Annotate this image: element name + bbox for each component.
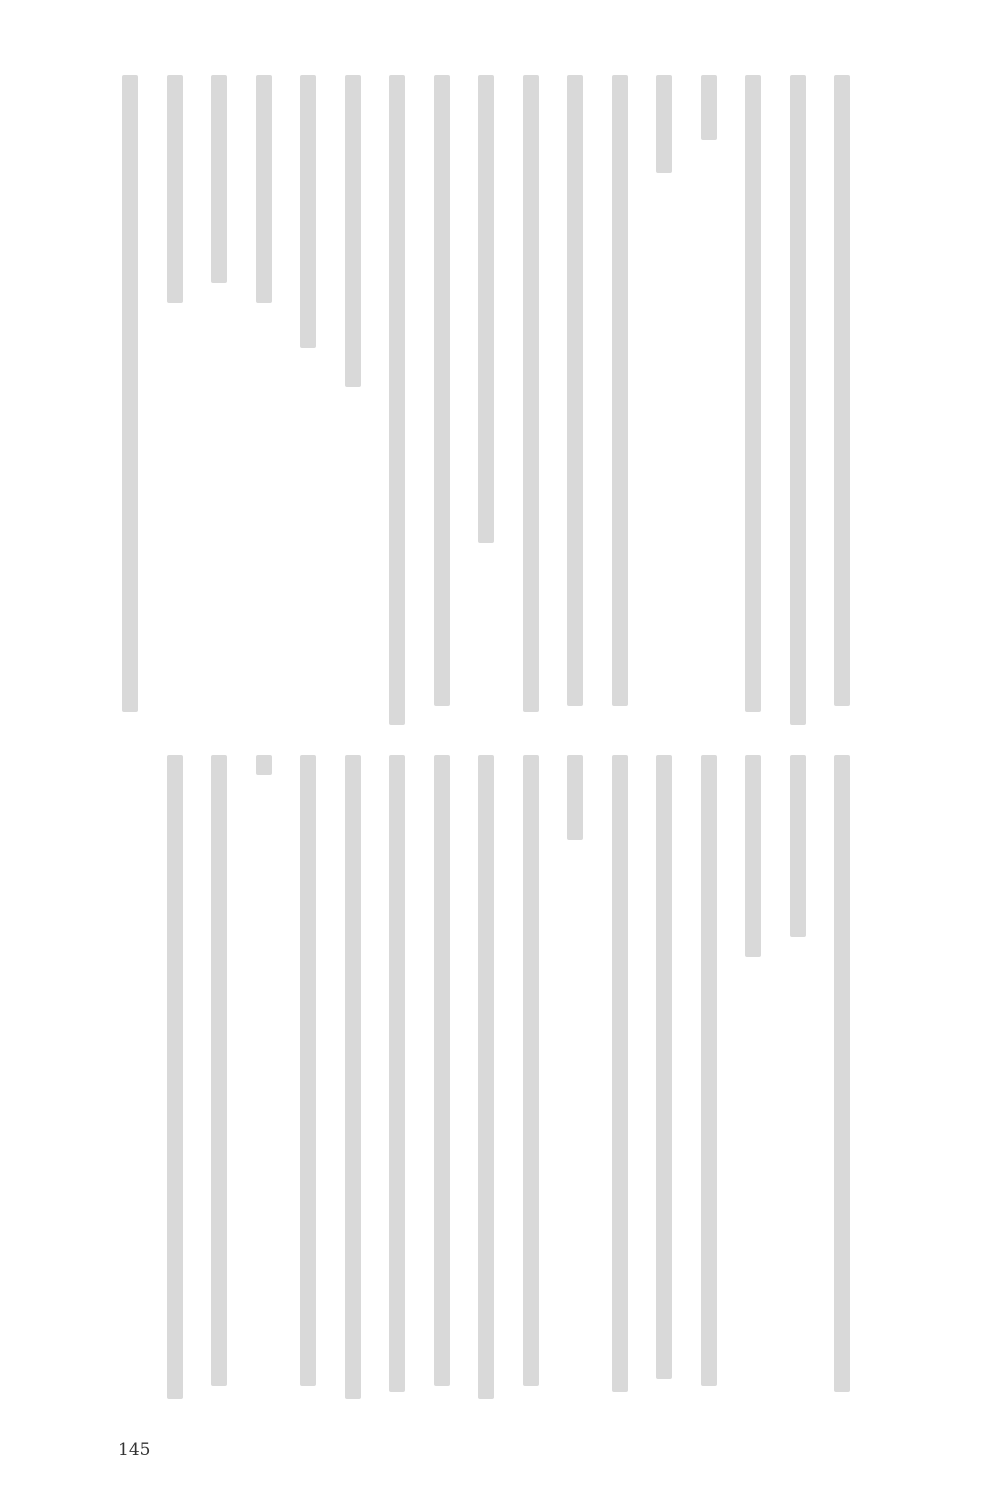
text-column-placeholder [389,755,405,1392]
text-column-placeholder [701,75,717,140]
text-column-placeholder [745,75,761,712]
text-column-placeholder [434,75,450,706]
text-column-placeholder [567,75,583,706]
text-column-placeholder [523,75,539,712]
text-column-placeholder [834,75,850,706]
text-column-placeholder [300,755,316,1386]
text-column-placeholder [478,75,494,543]
text-block-bottom [110,755,850,1405]
text-column-placeholder [167,75,183,303]
text-column-placeholder [745,755,761,957]
text-column-placeholder [656,75,672,173]
text-column-placeholder [612,755,628,1392]
text-block-top [110,75,850,725]
text-column-placeholder [345,75,361,387]
text-column-placeholder [434,755,450,1386]
text-column-placeholder [612,75,628,706]
text-column-placeholder [656,755,672,1379]
text-column-placeholder [256,75,272,303]
text-column-placeholder [567,755,583,840]
text-column-placeholder [478,755,494,1399]
text-column-placeholder [211,755,227,1386]
text-column-placeholder [523,755,539,1386]
text-column-placeholder [834,755,850,1392]
text-column-placeholder [167,755,183,1399]
text-column-placeholder [345,755,361,1399]
text-column-placeholder [790,75,806,725]
text-column-placeholder [790,755,806,937]
text-column-placeholder [211,75,227,283]
page-number: 145 [118,1440,151,1460]
text-column-placeholder [300,75,316,348]
text-column-placeholder [122,75,138,712]
text-column-placeholder [389,75,405,725]
text-column-placeholder [701,755,717,1386]
text-column-placeholder [256,755,272,775]
